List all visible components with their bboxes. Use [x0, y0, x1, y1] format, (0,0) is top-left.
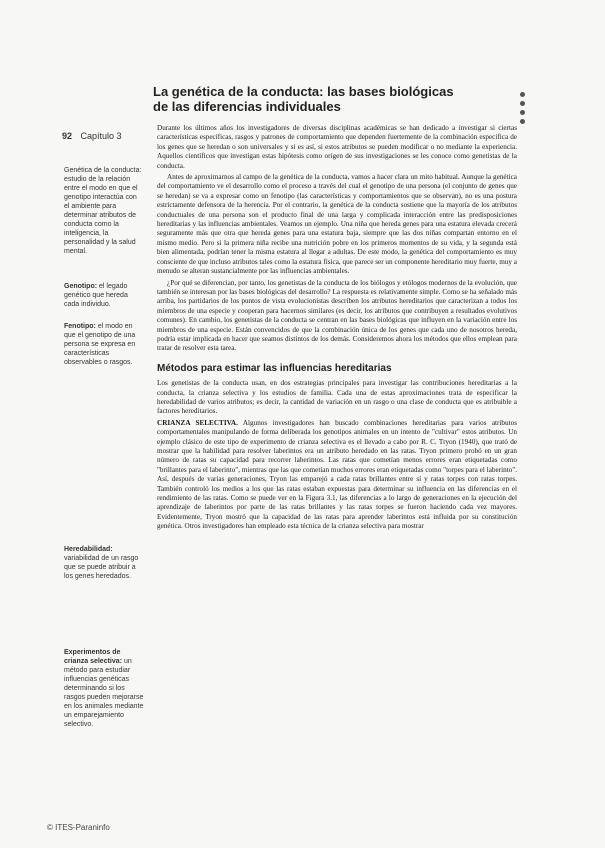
margin-note: Genotipo: el legado genético que hereda cada individuo. — [64, 283, 128, 308]
paragraph: Antes de aproximarnos al campo de la genética de la conducta, vamos a hacer clara un mito habitual. Aunque la genética del comportamiento ve el desarrollo como el proceso a través del cual el genotipo de una persona (el conjunto de genes que se heredan) se va a expresar como un fenotipo (las características y comportamientos que se observan), no es una postura estrictamente defensora de la herencia. Por el contrario, la genética de la conducta sostiene que la mayoría de los atributos conductuales de una persona son el producto final de una larga y complicada interacción entre las predisposiciones hereditarias y las influencias ambientales. Veamos un ejemplo. Una niña que hereda genes para una estatura elevada crecerá seguramente más que otra que hereda genes para una estatura baja, siempre que las dos niñas compartan entorno en el mismo medio. Pero si la primera niña recibe una nutrición pobre en los primeros momentos de su vida, y la segunda está bien alimentada, podrían tener la misma estatura al llegar a adultas. De este modo, la genética del comportamiento es muy consciente de que incluso atributos tales como la estatura física, que parece ser un componente hereditario muy fuerte, muy a menudo se alteran sustancialmente por las influencias ambientales. — [157, 173, 517, 276]
page-number: 92 — [62, 131, 73, 141]
paragraph: ¿Por qué se diferencian, por tanto, los genetistas de la conducta de los biólogos y etólogos modernos de la evolución, que también se interesan por las bases biológicas del desarrollo? La respuesta es relativamente simple. Como se ha señalado más arriba, los partidarios de los puntos de vista evolucionistas describen los atributos hereditarios que caracterizan a todos los miembros de una especie y cooperan para hacernos similares (es decir, los atributos que contribuyen a resultados evolutivos comunes). En cambio, los genetistas de la conducta se centran en las bases biológicas que influyen en la variación entre los miembros de una especie. Están convencidos de que la combinación única de los genes que cada uno de nosotros hereda, podría estar implicada en hacer que seamos distintos de los demás. Consideremos ahora los métodos que ellos emplean para tratar de resolver esta tarea. — [157, 278, 517, 353]
margin-note: Experimentos de crianza selectiva: un método para estudiar influencias genéticas determinando si los rasgos pueden mejorarse en los animales mediante un emparejamiento selectivo. — [64, 649, 144, 728]
page-header — [62, 131, 122, 141]
subsection-heading: Métodos para estimar las influencias hereditarias — [157, 362, 392, 374]
paragraph: Los genetistas de la conducta usan, en dos estrategias principales para investigar las contribuciones hereditarias a la conducta, la crianza selectiva y los estudios de familia. Cada una de estas aproximaciones trata de especificar la heredabilidad de varios atributos; es decir, la cantidad de variación en un rasgo o una clase de conducta que es atribuible a factores hereditarios. — [157, 379, 517, 416]
section-title: La genética de la conducta: las bases biológicas de las diferencias individuales — [153, 84, 454, 114]
decorative-dots — [520, 92, 528, 128]
main-text — [157, 124, 517, 534]
chapter-label: Capítulo 3 — [80, 131, 122, 141]
paragraph: Durante los últimos años los investigadores de diversas disciplinas académicas se han dedicado a investigar si ciertas características específicas, rasgos y patrones de comportamiento que dependen fuertemente de la combinación específica de los genes que se heredan o son universales y si es así, si estos atributos se pueden modificar o no mediante la experiencia. Aquellos científicos que investigan estas hipótesis como origen de sus investigaciones se les conoce como genetistas de la conducta. — [157, 124, 517, 170]
paragraph: CRIANZA SELECTIVA. Algunos investigadores han buscado combinaciones hereditarias para varios atributos comportamentales manipulando de forma deliberada los genotipos animales en un intento de "cultivar" estos atributos. Un ejemplo clásico de este tipo de experimento de crianza selectiva es el llevado a cabo por R. C. Tryon (1940), que trató de mostrar que la habilidad para resolver laberintos era un atributo heredado en las ratas. Tryon primero probó en un gran número de ratas su capacidad para recorrer laberintos. Las ratas que cometían menos errores eran etiquetadas como "brillantes para el laberinto", mientras que las que cometían muchos errores eran etiquetadas como "torpes para el laberinto". Así, después de varias generaciones, Tryon las emparejó a cada ratas brillantes entre sí y ratas torpes con ratas torpes. También controló los medios a los que las ratas estaban expuestas para determinar su influencia en las diferencias en el rendimiento de las ratas. Como se puede ver en la Figura 3.1, las diferencias a lo largo de generaciones en la ejecución del aprendizaje de laberintos por parte de las ratas brillantes y las ratas torpes se fueron haciendo cada vez mayores. Evidentemente, Tryon mostró que la capacidad de las ratas para aprender laberintos está influida por su constitución genética. Otros investigadores han empleado esta técnica de la crianza selectiva para mostrar — [157, 418, 517, 531]
margin-note: Genética de la conducta: estudio de la relación entre el modo en que el genotipo interactúa con el ambiente para determinar atributos de conducta como la inteligencia, la personalidad y la salud mental. — [64, 167, 142, 255]
margin-note: Fenotipo: el modo en que el genotipo de una persona se expresa en características observables o rasgos. — [64, 323, 136, 366]
run-in-heading: CRIANZA SELECTIVA. — [157, 418, 238, 427]
margin-note: Heredabilidad: variabilidad de un rasgo que se puede atribuir a los genes heredados. — [64, 546, 139, 580]
copyright-footer: © ITES-Paraninfo — [47, 823, 110, 832]
